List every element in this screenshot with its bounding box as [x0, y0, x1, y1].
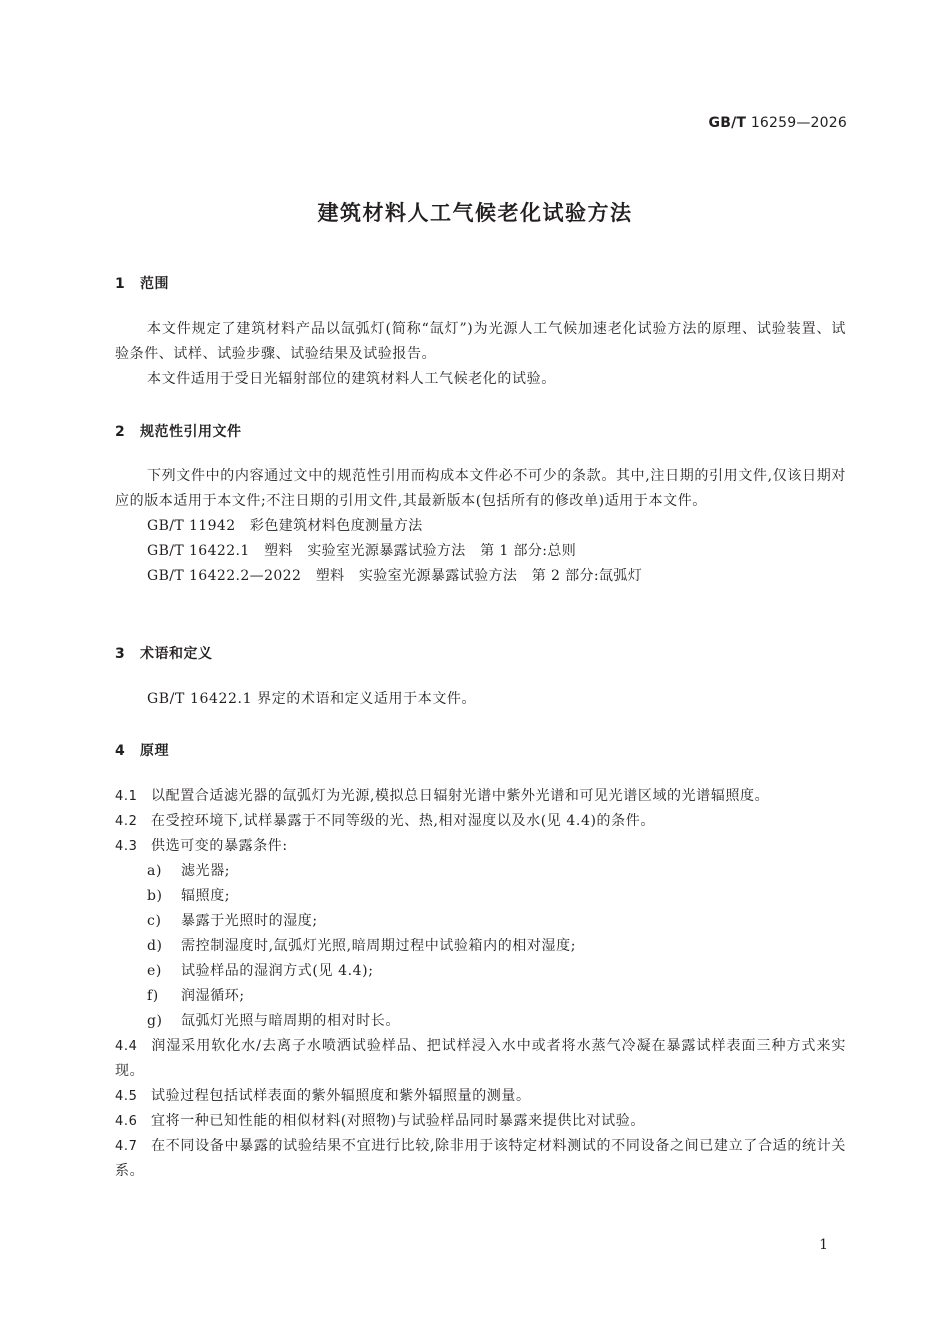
clause-4-5	[115, 1084, 846, 1109]
reference-item: GB/T 16422.2—2022 塑料 实验室光源暴露试验方法 第 2 部分:氙弧灯	[147, 568, 643, 584]
section-4-body	[115, 784, 846, 1184]
section-2-heading	[115, 421, 242, 441]
clause-4-4	[115, 1034, 846, 1084]
paragraph: 本文件规定了建筑材料产品以氙弧灯(简称“氙灯”)为光源人工气候加速老化试验方法的原理、试验装置、试验条件、试样、试验步骤、试验结果及试验报告。	[115, 321, 846, 362]
reference-item: GB/T 11942 彩色建筑材料色度测量方法	[147, 518, 423, 534]
list-item	[115, 1009, 846, 1034]
list-item-marker: e)	[147, 963, 162, 979]
list-item	[115, 959, 846, 984]
clause-number: 4.5	[115, 1089, 138, 1104]
section-1-body	[115, 317, 846, 392]
clause-4-1	[115, 784, 846, 809]
paragraph: 下列文件中的内容通过文中的规范性引用而构成本文件必不可少的条款。其中,注日期的引用文件,仅该日期对应的版本适用于本文件;不注日期的引用文件,其最新版本(包括所有的修改单)适用于本文件。	[115, 468, 846, 509]
clause-text: 试验过程包括试样表面的紫外辐照度和紫外辐照量的测量。	[151, 1088, 531, 1104]
paragraph: 本文件适用于受日光辐射部位的建筑材料人工气候老化的试验。	[147, 371, 556, 387]
list-item	[115, 909, 846, 934]
clause-4-2	[115, 809, 846, 834]
section-3-heading	[115, 643, 213, 663]
list-item-text: 试验样品的湿润方式(见 4.4);	[181, 963, 374, 979]
list-item-marker: b)	[147, 888, 163, 904]
list-item-text: 润湿循环;	[181, 988, 245, 1004]
clause-text: 宜将一种已知性能的相似材料(对照物)与试验样品同时暴露来提供比对试验。	[151, 1113, 645, 1129]
list-item-marker: d)	[147, 938, 163, 954]
section-number: 3	[115, 646, 126, 662]
section-2-body	[115, 464, 846, 589]
list-item-marker: c)	[147, 913, 162, 929]
list-item	[115, 984, 846, 1009]
clause-4-6	[115, 1109, 846, 1134]
clause-number: 4.4	[115, 1039, 138, 1054]
reference-item: GB/T 16422.1 塑料 实验室光源暴露试验方法 第 1 部分:总则	[147, 543, 577, 559]
list-item-text: 氙弧灯光照与暗周期的相对时长。	[181, 1013, 400, 1029]
clause-number: 4.1	[115, 789, 138, 804]
list-item	[115, 884, 846, 909]
section-number: 4	[115, 743, 126, 759]
list-item-marker: a)	[147, 863, 163, 879]
list-item	[115, 859, 846, 884]
list-item-marker: f)	[147, 988, 159, 1004]
document-title: 建筑材料人工气候老化试验方法	[317, 201, 633, 225]
list-item-text: 滤光器;	[181, 863, 231, 879]
clause-text: 以配置合适滤光器的氙弧灯为光源,模拟总日辐射光谱中紫外光谱和可见光谱区域的光谱辐照度。	[151, 788, 770, 804]
clause-4-7	[115, 1134, 846, 1184]
list-item-text: 暴露于光照时的湿度;	[181, 913, 318, 929]
page-number: 1	[819, 1237, 828, 1253]
list-item-marker: g)	[147, 1013, 163, 1029]
section-1-heading	[115, 273, 169, 293]
list-item	[115, 934, 846, 959]
section-4-heading	[115, 740, 169, 760]
list-item-text: 需控制湿度时,氙弧灯光照,暗周期过程中试验箱内的相对湿度;	[181, 938, 577, 954]
clause-number: 4.3	[115, 839, 138, 854]
clause-4-3	[115, 834, 846, 859]
clause-number: 4.7	[115, 1139, 138, 1154]
list-item-text: 辐照度;	[181, 888, 231, 904]
paragraph: GB/T 16422.1 界定的术语和定义适用于本文件。	[147, 691, 477, 707]
clause-text: 供选可变的暴露条件:	[151, 838, 288, 854]
section-title: 原理	[140, 743, 169, 759]
standard-code: 16259—2026	[746, 115, 847, 131]
section-title: 术语和定义	[140, 646, 213, 662]
standard-number	[709, 115, 847, 131]
standard-prefix: GB/T	[708, 115, 747, 131]
clause-text: 润湿采用软化水/去离子水喷洒试验样品、把试样浸入水中或者将水蒸气冷凝在暴露试样表面三种方式来实现。	[115, 1038, 846, 1079]
clause-number: 4.2	[115, 814, 138, 829]
section-title: 规范性引用文件	[140, 424, 242, 440]
section-3-body	[115, 687, 846, 712]
section-title: 范围	[140, 276, 169, 292]
clause-text: 在不同设备中暴露的试验结果不宜进行比较,除非用于该特定材料测试的不同设备之间已建立了合适的统计关系。	[115, 1138, 846, 1179]
clause-number: 4.6	[115, 1114, 138, 1129]
clause-text: 在受控环境下,试样暴露于不同等级的光、热,相对湿度以及水(见 4.4)的条件。	[151, 813, 655, 829]
section-number: 2	[115, 424, 126, 440]
section-number: 1	[115, 276, 126, 292]
